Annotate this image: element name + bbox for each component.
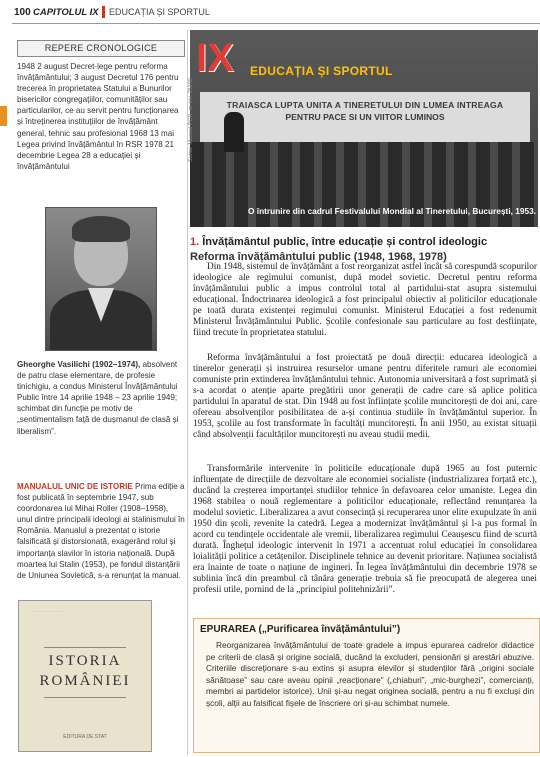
chapter-title: EDUCAȚIA ȘI SPORTUL [250, 64, 393, 78]
paragraph-3 [193, 464, 537, 596]
photo-caption: O întrunire din cadrul Festivalului Mondial al Tineretului, București, 1953. [248, 206, 536, 216]
biography-note [17, 359, 185, 437]
book-title-line2: ROMÂNIEI [39, 673, 131, 689]
book-cover-authors: · · · · · · · · · · · · · · · · [29, 609, 67, 614]
section-number: 1. [190, 236, 200, 248]
book-publisher: EDITURA DE STAT [63, 734, 107, 740]
photo-speaker [224, 112, 244, 152]
chapter-numeral: IX [196, 36, 234, 80]
subsection-heading: Reforma învățământului public (1948, 1968, 1978) [190, 251, 447, 263]
epurarea-text: Reorganizarea învățământului de toate gradele a impus epurarea cadrelor didactice pe criterii de clasă și origine socială, ducând la excluderi, pensionări și arestări abuzive. Criteriile discreționare s-au extins și asupra elevilor și studenților fără „origini sociale sănătoase” sau care aveau opinii „reacționare” („chiaburi”, „mic-burghezi”, comercianți, membri ai partidelor istorice). Unii și-au negat originea socială, pentru a nu fi excluși din școli, alții au falsificat fișele de înscriere ori și-au schimbat numele. [206, 640, 534, 708]
book-cover-image [18, 600, 152, 752]
manual-text: Prima ediție a fost publicată în septembrie 1947, sub coordonarea lui Mihai Roller (1908–1958), unul dintre principalii ideologi ai stalinismului în România. Manualul a prezentat o istorie falsificată și distorsionată, exagerând rolul și importanța slavilor în istoria națională. După moartea lui Stalin (1953), pe fondul distanțării de Uniunea Sovietică, s-a renunțat la manual. [17, 482, 185, 580]
bio-text: absolvent de patru clase elementare, de profesie tinichigiu, a condus Ministerul Învățământului Public între 14 aprilie 1948 – 23 aprilie 1949; schimbat din funcție pe motiv de „sentimentalism față de dușmanul de clasă și liberalism”. [17, 360, 179, 436]
chapter-label: CAPITOLUL IX [33, 7, 99, 18]
section-title: Învățământul public, între educație și control ideologic [202, 236, 488, 248]
banner-text-line2: PENTRU PACE SI UN VIITOR LUMINOS [285, 112, 445, 122]
paragraph-2-text: Reforma învățământului a fost proiectată pe două direcții: educarea ideologică a tinerelor generații și instruirea resurselor umane pentru diferitele ramuri ale economiei comuniste prin extinderea învățământului tehnic. Autonomia universitară a fost suprimată și s-a acordat o atenție aparte pregătirii unor generații de cadre care să aplice politica partidului în aparatul de stat. Din 1948 au fost înființate școlile muncitorești de doi ani, care ofereau absolvenților posibilitatea de a-și continua studiile în învățământul superior. În 1953, școlile au fost transformate în facultăți muncitorești. În anii 1950, au existat situații când absolvenții facultăților muncitorești nu aveau studii medii. [193, 353, 537, 440]
section-heading [190, 236, 487, 248]
page-tab-marker [0, 106, 7, 126]
epurarea-title: EPURAREA („Purificarea învățământului”) [200, 624, 401, 635]
book-cover-rule-bottom [44, 697, 126, 698]
manual-note [17, 481, 185, 581]
section-label: EDUCAȚIA ȘI SPORTUL [109, 7, 210, 17]
header-rule [12, 23, 540, 24]
paragraph-3-text: Transformările intervenite în politicile educaționale după 1965 au fost puternic influențate de direcțiile de dezvoltare ale economiei socialiste (industrializarea forțată etc.), ducând la creșterea importanței studiilor tehnice în defavoarea celor umaniste. Legea din 1968 stabilea o nouă reglementare a politicilor educaționale, reflectând renunțarea la modelul sovietic. Liberalizarea a avut consecință și recuperarea unor elite exupulzate în anii 1950 din școli, revenite la catedră. Legea a modernizat învățământul și l-a pus formal în acord cu tendințele occidentale ale vremii, liberalizarea regimului Ceaușescu fiind de scurtă durată. Înghețul ideologic intervenit în 1971 a accentuat rolul educației în consolidarea loialității politice a cetățenilor. Disciplinele tehnice au devenit prioritare. Națiunea socialistă era înainte de toate o națiune de ingineri. În legea învățământului din decembrie 1978 se sublinia încă din preambul că tânăra generație trebuia să fie preocupată de alegerea unei profesii utile, pornind de la „principiul politehnizării”. [193, 464, 537, 595]
chronology-text: 1948 2 august Decret-lege pentru reforma învățământului; 3 august Decretul 176 pentru trecerea în proprietatea Statului a Bunurilor bisericilor congregațiilor, comunităților sau particularilor, ce au servit pentru funcționarea și întreținerea instituțiilor de învățământ general, tehnic sau profesional 1968 13 mai Legea privind învățământul în RSR 1978 21 decembrie Legea 28 a educației și învățământului [17, 62, 179, 171]
book-cover-rule-top [44, 647, 126, 648]
portrait-photo [45, 207, 157, 351]
manual-title: MANUALUL UNIC DE ISTORIE [17, 482, 133, 491]
paragraph-2 [193, 353, 537, 441]
paragraph-1-text: Din 1948, sistemul de învățământ a fost reorganizat astfel încât să corespundă scopurilor ideologice ale regimului comunist, după model sovietic. Decretul pentru reforma învățământului public a impus controlul total al partidului-stat asupra sistemului educațional. Îndoctrinarea ideologică a fost principalul obiectiv al politicilor educaționale pe toată durata existenței regimului comunist. Ministerul Educației a fost redenumit Ministerul Învățământului Public. Școlile confesionale sau particulare au fost desființate, fiind trecute în proprietatea statului. [193, 262, 537, 338]
photo-source-credit: Sursa: Muzeul PCR, nr. inv. 25190 [188, 78, 194, 162]
bio-name: Gheorghe Vasilichi (1902–1974), [17, 360, 141, 369]
page-number: 100 [14, 7, 31, 18]
repere-title: REPERE CRONOLOGICE [17, 40, 185, 57]
header-divider [102, 6, 105, 18]
page-header [0, 0, 540, 26]
festival-photo [190, 30, 538, 227]
banner-text-line1: TRAIASCA LUPTA UNITA A TINERETULUI DIN LUMEA INTREAGA [226, 100, 504, 110]
book-title-line1: ISTORIA [48, 653, 122, 669]
portrait-hair [72, 216, 130, 242]
epurarea-text-block [206, 640, 534, 710]
paragraph-1 [193, 262, 537, 339]
